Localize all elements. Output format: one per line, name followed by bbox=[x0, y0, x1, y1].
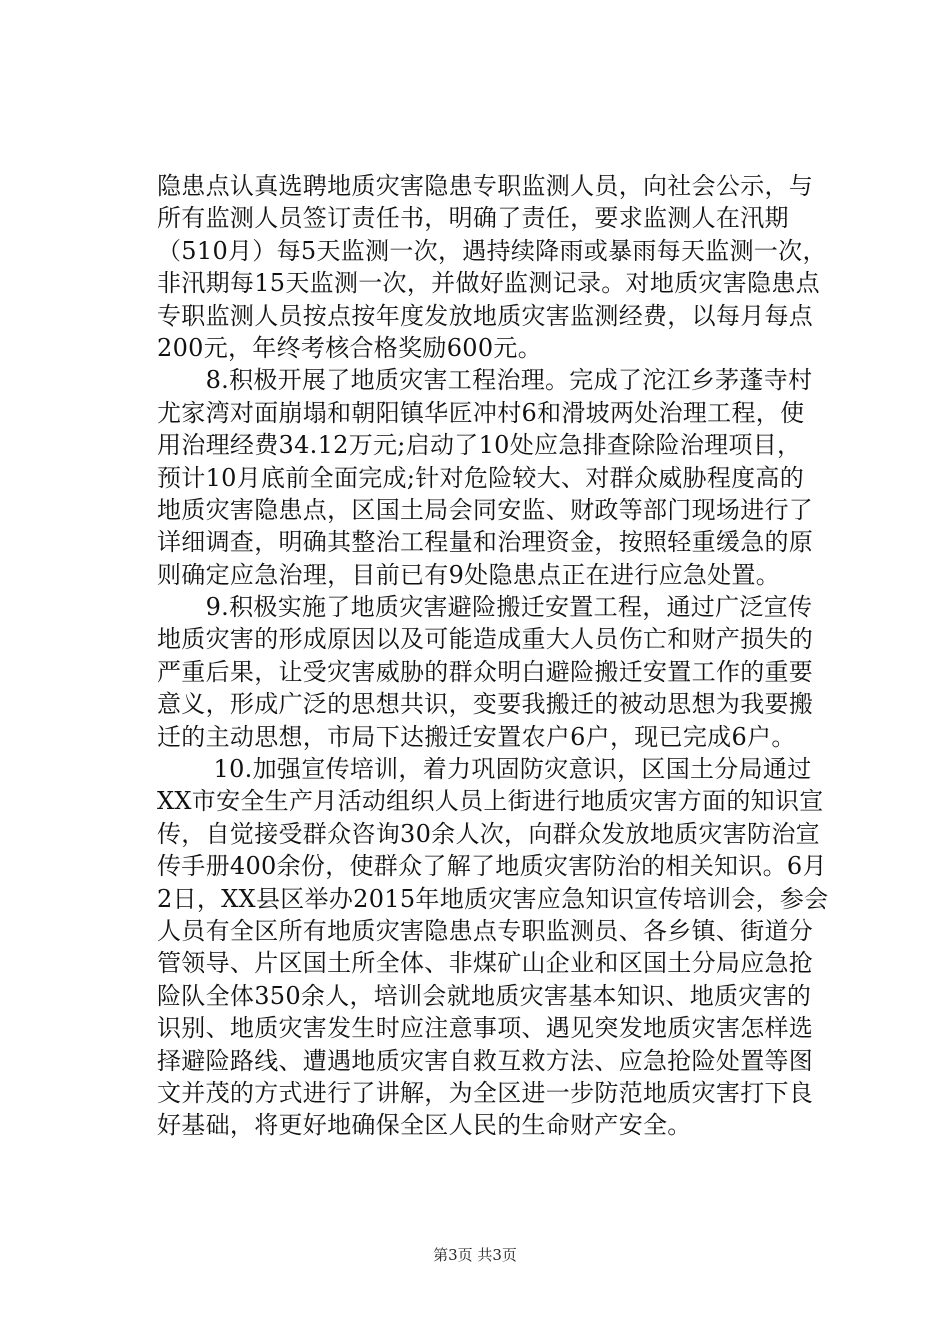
text-line: 择避险路线、遭遇地质灾害自救互救方法、应急抢险处置等图 bbox=[157, 1046, 814, 1075]
text-line: 好基础，将更好地确保全区人民的生命财产安全。 bbox=[157, 1111, 692, 1140]
text-line: 所有监测人员签订责任书，明确了责任，要求监测人在汛期 bbox=[157, 204, 789, 233]
text-line: 意义，形成广泛的思想共识，变要我搬迁的被动思想为我要搬 bbox=[157, 690, 814, 719]
text-line: 预计10月底前全面完成;针对危险较大、对群众威胁程度高的 bbox=[157, 463, 805, 492]
document-body bbox=[157, 170, 837, 1142]
text-line: 地质灾害的形成原因以及可能造成重大人员伤亡和财产损失的 bbox=[157, 625, 814, 654]
text-line: 2日，XX县区举办2015年地质灾害应急知识宣传培训会，参会 bbox=[157, 884, 829, 913]
text-line: 隐患点认真选聘地质灾害隐患专职监测人员，向社会公示，与 bbox=[157, 172, 814, 200]
text-line: 200元，年终考核合格奖励600元。 bbox=[157, 333, 543, 362]
text-line: 管领导、片区国土所全体、非煤矿山企业和区国土分局应急抢 bbox=[157, 949, 814, 978]
text-line: 用治理经费34.12万元;启动了10处应急排查除险治理项目， bbox=[157, 431, 802, 460]
text-line: 8.积极开展了地质灾害工程治理。完成了沱江乡茅蓬寺村 bbox=[157, 366, 813, 395]
text-line: 尤家湾对面崩塌和朝阳镇华匠冲村6和滑坡两处治理工程，使 bbox=[157, 398, 805, 427]
text-line: 传手册400余份，使群众了解了地质灾害防治的相关知识。6月 bbox=[157, 852, 827, 881]
text-line: 严重后果，让受灾害威胁的群众明白避险搬迁安置工作的重要 bbox=[157, 657, 814, 686]
text-line: 非汛期每15天监测一次，并做好监测记录。对地质灾害隐患点 bbox=[157, 269, 820, 298]
text-line: 则确定应急治理，目前已有9处隐患点正在进行应急处置。 bbox=[157, 560, 781, 589]
text-line: 详细调查，明确其整治工程量和治理资金，按照轻重缓急的原 bbox=[157, 528, 814, 557]
text-line: 识别、地质灾害发生时应注意事项、遇见突发地质灾害怎样选 bbox=[157, 1014, 814, 1043]
text-line: 迁的主动思想，市局下达搬迁安置农户6户，现已完成6户。 bbox=[157, 722, 796, 751]
text-line: XX市安全生产月活动组织人员上街进行地质灾害方面的知识宣 bbox=[157, 787, 824, 816]
text-line: 10.加强宣传培训，着力巩固防灾意识，区国土分局通过 bbox=[157, 755, 812, 784]
text-line: 传，自觉接受群众咨询30余人次，向群众发放地质灾害防治宣 bbox=[157, 819, 820, 848]
text-line: 人员有全区所有地质灾害隐患点专职监测员、各乡镇、街道分 bbox=[157, 916, 814, 945]
text-line: 专职监测人员按点按年度发放地质灾害监测经费，以每月每点 bbox=[157, 301, 814, 330]
page-footer: 第3页 共3页 bbox=[433, 1246, 517, 1264]
text-line: 9.积极实施了地质灾害避险搬迁安置工程，通过广泛宣传 bbox=[157, 593, 813, 622]
text-line: 险队全体350余人，培训会就地质灾害基本知识、地质灾害的 bbox=[157, 981, 812, 1010]
text-line: 地质灾害隐患点，区国土局会同安监、财政等部门现场进行了 bbox=[157, 495, 814, 524]
text-line: （510月）每5天监测一次，遇持续降雨或暴雨每天监测一次， bbox=[157, 236, 827, 265]
text-line: 文并茂的方式进行了讲解，为全区进一步防范地质灾害打下良 bbox=[157, 1078, 814, 1107]
